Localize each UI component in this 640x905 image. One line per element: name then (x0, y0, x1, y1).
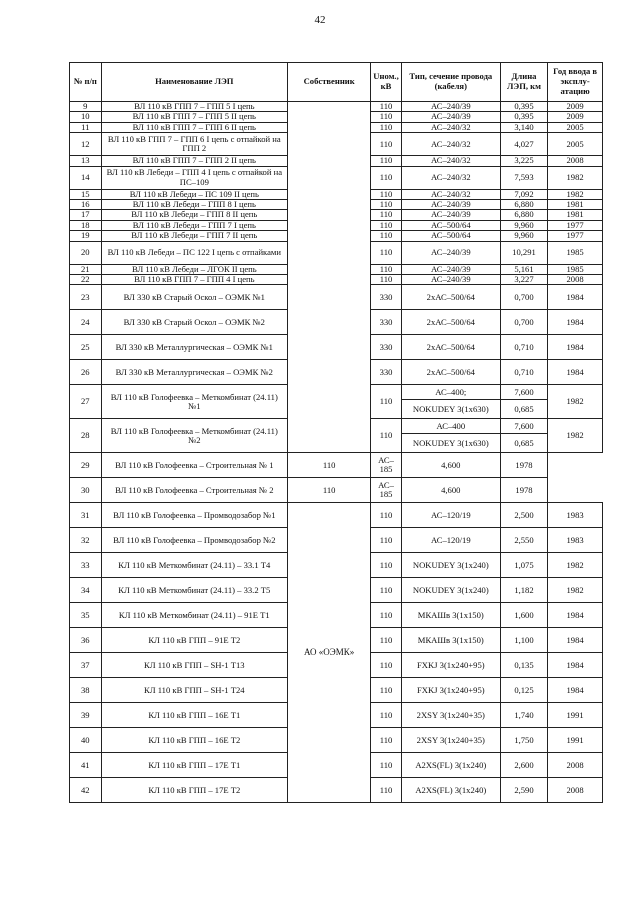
line-length: 1,075 (500, 553, 547, 578)
line-name: ВЛ 110 кВ Голофеевка – Промводозабор №1 (101, 503, 287, 528)
voltage: 110 (371, 728, 402, 753)
wire-type: АС–240/39 (401, 112, 500, 122)
voltage: 110 (371, 753, 402, 778)
commission-year: 2005 (548, 133, 603, 156)
line-name: ВЛ 110 кВ Голофеевка – Меткомбинат (24.11) №1 (101, 385, 287, 419)
table-row (70, 478, 603, 503)
row-number: 31 (70, 503, 102, 528)
line-name: ВЛ 110 кВ Лебеди – ЛГОК II цепь (101, 264, 287, 274)
table-body (70, 102, 603, 803)
line-name: ВЛ 110 кВ Лебеди – ГПП 7 I цепь (101, 220, 287, 230)
line-name: КЛ 110 кВ Меткомбинат (24.11) – 33.2 Т5 (101, 578, 287, 603)
commission-year: 1977 (548, 220, 603, 230)
wire-type: 2хАС–500/64 (401, 335, 500, 360)
row-number: 30 (70, 478, 102, 503)
line-name: ВЛ 110 кВ ГПП 7 – ГПП 5 II цепь (101, 112, 287, 122)
line-length: 1,740 (500, 703, 547, 728)
line-name: ВЛ 330 кВ Металлургическая – ОЭМК №1 (101, 335, 287, 360)
line-length: 0,395 (500, 112, 547, 122)
commission-year: 1984 (548, 678, 603, 703)
voltage: 110 (371, 112, 402, 122)
wire-type: МКАШв 3(1х150) (401, 628, 500, 653)
line-length: 4,600 (401, 453, 500, 478)
wire-type: 2хАС–500/64 (401, 285, 500, 310)
commission-year: 2005 (548, 122, 603, 132)
row-number: 22 (70, 275, 102, 285)
page-number: 42 (314, 14, 326, 26)
line-length: 3,227 (500, 275, 547, 285)
row-number: 24 (70, 310, 102, 335)
line-length: 7,600 (500, 419, 547, 434)
row-number: 34 (70, 578, 102, 603)
commission-year: 1984 (548, 653, 603, 678)
voltage: 110 (371, 275, 402, 285)
wire-type: АС–500/64 (401, 220, 500, 230)
line-name: КЛ 110 кВ Меткомбинат (24.11) – 91Е Т1 (101, 603, 287, 628)
commission-year: 1981 (548, 210, 603, 220)
line-name: ВЛ 110 кВ ГПП 7 – ГПП 6 II цепь (101, 122, 287, 132)
row-number: 17 (70, 210, 102, 220)
wire-type: АС–240/39 (401, 275, 500, 285)
header-owner: Собственник (288, 63, 371, 102)
row-number: 20 (70, 241, 102, 264)
commission-year: 1982 (548, 189, 603, 199)
line-name: КЛ 110 кВ ГПП – 17Е Т2 (101, 778, 287, 803)
line-name: ВЛ 110 кВ Голофеевка – Строительная № 1 (101, 453, 287, 478)
commission-year: 1984 (548, 285, 603, 310)
wire-type: АС–400; (401, 385, 500, 400)
voltage: 110 (371, 653, 402, 678)
voltage: 330 (371, 285, 402, 310)
wire-type: 2XSY 3(1х240+35) (401, 728, 500, 753)
voltage: 110 (288, 453, 371, 478)
commission-year: 2008 (548, 753, 603, 778)
row-number: 15 (70, 189, 102, 199)
line-length: 9,960 (500, 231, 547, 241)
wire-type: FXKJ 3(1х240+95) (401, 653, 500, 678)
commission-year: 2008 (548, 778, 603, 803)
row-number: 14 (70, 166, 102, 189)
table-row (70, 102, 603, 112)
voltage: 330 (371, 335, 402, 360)
line-length: 7,600 (500, 385, 547, 400)
voltage: 110 (371, 122, 402, 132)
wire-type: АС–240/32 (401, 189, 500, 199)
line-name: ВЛ 110 кВ ГПП 7 – ГПП 4 I цепь (101, 275, 287, 285)
line-name: ВЛ 110 кВ ГПП 7 – ГПП 5 I цепь (101, 102, 287, 112)
wire-type: NOKUDEY 3(1х630) (401, 434, 500, 453)
voltage: 110 (371, 385, 402, 419)
line-name: ВЛ 110 кВ Лебеди – ГПП 8 II цепь (101, 210, 287, 220)
line-length: 0,135 (500, 653, 547, 678)
voltage: 110 (371, 703, 402, 728)
line-length: 1,182 (500, 578, 547, 603)
commission-year: 1984 (548, 628, 603, 653)
voltage: 110 (371, 189, 402, 199)
commission-year: 2009 (548, 112, 603, 122)
line-name: ВЛ 110 кВ Лебеди – ГПП 8 I цепь (101, 200, 287, 210)
wire-type: АС–240/39 (401, 264, 500, 274)
line-length: 2,550 (500, 528, 547, 553)
table-header-row (70, 63, 603, 102)
line-name: ВЛ 110 кВ Голофеевка – Меткомбинат (24.11) №2 (101, 419, 287, 453)
commission-year: 2008 (548, 275, 603, 285)
voltage: 110 (371, 553, 402, 578)
line-name: ВЛ 110 кВ Лебеди – ПС 122 I цепь с отпайками (101, 241, 287, 264)
row-number: 11 (70, 122, 102, 132)
line-length: 0,710 (500, 360, 547, 385)
line-length: 0,700 (500, 310, 547, 335)
line-length: 1,100 (500, 628, 547, 653)
commission-year: 1985 (548, 241, 603, 264)
voltage: 110 (371, 528, 402, 553)
wire-type: АС–400 (401, 419, 500, 434)
commission-year: 1991 (548, 728, 603, 753)
row-number: 12 (70, 133, 102, 156)
header-no: № п/п (70, 63, 102, 102)
table-row (70, 453, 603, 478)
commission-year: 1984 (548, 360, 603, 385)
row-number: 25 (70, 335, 102, 360)
line-name: ВЛ 110 кВ ГПП 7 – ГПП 2 II цепь (101, 156, 287, 166)
row-number: 37 (70, 653, 102, 678)
row-number: 40 (70, 728, 102, 753)
wire-type: АС–120/19 (401, 503, 500, 528)
line-length: 9,960 (500, 220, 547, 230)
line-name: ВЛ 110 кВ Голофеевка – Промводозабор №2 (101, 528, 287, 553)
commission-year: 1991 (548, 703, 603, 728)
row-number: 35 (70, 603, 102, 628)
line-length: 3,225 (500, 156, 547, 166)
voltage: 110 (371, 156, 402, 166)
commission-year: 1978 (500, 478, 547, 503)
line-length: 0,685 (500, 400, 547, 419)
voltage: 110 (371, 231, 402, 241)
commission-year: 1982 (548, 385, 603, 419)
line-length: 4,600 (401, 478, 500, 503)
row-number: 42 (70, 778, 102, 803)
voltage: 110 (288, 478, 371, 503)
voltage: 110 (371, 628, 402, 653)
voltage: 330 (371, 310, 402, 335)
line-length: 0,685 (500, 434, 547, 453)
power-lines-table (69, 62, 603, 803)
line-name: ВЛ 110 кВ Лебеди – ПС 109 II цепь (101, 189, 287, 199)
line-length: 4,027 (500, 133, 547, 156)
wire-type: АС–240/32 (401, 122, 500, 132)
line-name: ВЛ 110 кВ Лебеди – ГПП 7 II цепь (101, 231, 287, 241)
line-name: КЛ 110 кВ ГПП – 91Е Т2 (101, 628, 287, 653)
wire-type: FXKJ 3(1х240+95) (401, 678, 500, 703)
line-name: ВЛ 110 кВ Лебеди – ГПП 4 I цепь с отпайкой на ПС–109 (101, 166, 287, 189)
line-name: ВЛ 330 кВ Старый Оскол – ОЭМК №1 (101, 285, 287, 310)
line-name: ВЛ 330 кВ Металлургическая – ОЭМК №2 (101, 360, 287, 385)
voltage: 110 (371, 578, 402, 603)
line-length: 6,880 (500, 200, 547, 210)
line-length: 7,092 (500, 189, 547, 199)
row-number: 32 (70, 528, 102, 553)
commission-year: 1984 (548, 335, 603, 360)
commission-year: 2008 (548, 156, 603, 166)
voltage: 110 (371, 241, 402, 264)
line-length: 2,600 (500, 753, 547, 778)
row-number: 36 (70, 628, 102, 653)
row-number: 29 (70, 453, 102, 478)
wire-type: АС–240/32 (401, 166, 500, 189)
voltage: 110 (371, 133, 402, 156)
line-name: КЛ 110 кВ ГПП – 16Е Т2 (101, 728, 287, 753)
wire-type: АС–185 (371, 453, 402, 478)
line-length: 0,395 (500, 102, 547, 112)
row-number: 16 (70, 200, 102, 210)
wire-type: 2хАС–500/64 (401, 360, 500, 385)
row-number: 19 (70, 231, 102, 241)
line-name: КЛ 110 кВ ГПП – SH-1 Т24 (101, 678, 287, 703)
line-length: 1,600 (500, 603, 547, 628)
commission-year: 1984 (548, 310, 603, 335)
wire-type: АС–240/39 (401, 102, 500, 112)
wire-type: АС–240/32 (401, 156, 500, 166)
wire-type: АС–240/39 (401, 200, 500, 210)
row-number: 41 (70, 753, 102, 778)
wire-type: 2XSY 3(1х240+35) (401, 703, 500, 728)
row-number: 23 (70, 285, 102, 310)
line-length: 5,161 (500, 264, 547, 274)
voltage: 110 (371, 778, 402, 803)
line-name: КЛ 110 кВ ГПП – 16Е Т1 (101, 703, 287, 728)
line-length: 0,125 (500, 678, 547, 703)
line-length: 0,700 (500, 285, 547, 310)
commission-year: 2009 (548, 102, 603, 112)
wire-type: A2XS(FL) 3(1х240) (401, 753, 500, 778)
line-name: ВЛ 110 кВ ГПП 7 – ГПП 6 I цепь с отпайкой на ГПП 2 (101, 133, 287, 156)
line-length: 10,291 (500, 241, 547, 264)
commission-year: 1977 (548, 231, 603, 241)
voltage: 330 (371, 360, 402, 385)
wire-type: 2хАС–500/64 (401, 310, 500, 335)
row-number: 10 (70, 112, 102, 122)
row-number: 26 (70, 360, 102, 385)
line-length: 6,880 (500, 210, 547, 220)
commission-year: 1984 (548, 603, 603, 628)
voltage: 110 (371, 264, 402, 274)
wire-type: МКАШв 3(1х150) (401, 603, 500, 628)
line-name: ВЛ 330 кВ Старый Оскол – ОЭМК №2 (101, 310, 287, 335)
owner-cell-empty (288, 102, 371, 453)
commission-year: 1978 (500, 453, 547, 478)
commission-year: 1981 (548, 200, 603, 210)
voltage: 110 (371, 200, 402, 210)
table-row (70, 503, 603, 528)
voltage: 110 (371, 220, 402, 230)
row-number: 38 (70, 678, 102, 703)
line-length: 0,710 (500, 335, 547, 360)
commission-year: 1982 (548, 166, 603, 189)
wire-type: NOKUDEY 3(1х240) (401, 553, 500, 578)
header-length: Длина ЛЭП, км (500, 63, 547, 102)
commission-year: 1982 (548, 419, 603, 453)
row-number: 9 (70, 102, 102, 112)
wire-type: АС–240/32 (401, 133, 500, 156)
wire-type: A2XS(FL) 3(1х240) (401, 778, 500, 803)
commission-year: 1982 (548, 553, 603, 578)
line-name: КЛ 110 кВ ГПП – SH-1 Т13 (101, 653, 287, 678)
row-number: 27 (70, 385, 102, 419)
wire-type: NOKUDEY 3(1х630) (401, 400, 500, 419)
row-number: 21 (70, 264, 102, 274)
header-voltage: Uном., кВ (371, 63, 402, 102)
line-name: КЛ 110 кВ ГПП – 17Е Т1 (101, 753, 287, 778)
wire-type: АС–240/39 (401, 241, 500, 264)
voltage: 110 (371, 419, 402, 453)
commission-year: 1983 (548, 503, 603, 528)
commission-year: 1985 (548, 264, 603, 274)
voltage: 110 (371, 678, 402, 703)
row-number: 28 (70, 419, 102, 453)
owner-name: АО «ОЭМК» (288, 503, 371, 803)
voltage: 110 (371, 210, 402, 220)
row-number: 39 (70, 703, 102, 728)
line-length: 7,593 (500, 166, 547, 189)
voltage: 110 (371, 166, 402, 189)
line-length: 3,140 (500, 122, 547, 132)
line-length: 2,500 (500, 503, 547, 528)
line-name: КЛ 110 кВ Меткомбинат (24.11) – 33.1 Т4 (101, 553, 287, 578)
wire-type: NOKUDEY 3(1х240) (401, 578, 500, 603)
line-length: 1,750 (500, 728, 547, 753)
header-name: Наименование ЛЭП (101, 63, 287, 102)
row-number: 13 (70, 156, 102, 166)
wire-type: АС–120/19 (401, 528, 500, 553)
header-wire: Тип, сечение провода (кабеля) (401, 63, 500, 102)
wire-type: АС–500/64 (401, 231, 500, 241)
voltage: 110 (371, 503, 402, 528)
header-year: Год ввода в эксплу-атацию (548, 63, 603, 102)
voltage: 110 (371, 603, 402, 628)
line-length: 2,590 (500, 778, 547, 803)
row-number: 18 (70, 220, 102, 230)
voltage: 110 (371, 102, 402, 112)
wire-type: АС–240/39 (401, 210, 500, 220)
row-number: 33 (70, 553, 102, 578)
wire-type: АС–185 (371, 478, 402, 503)
commission-year: 1982 (548, 578, 603, 603)
line-name: ВЛ 110 кВ Голофеевка – Строительная № 2 (101, 478, 287, 503)
commission-year: 1983 (548, 528, 603, 553)
